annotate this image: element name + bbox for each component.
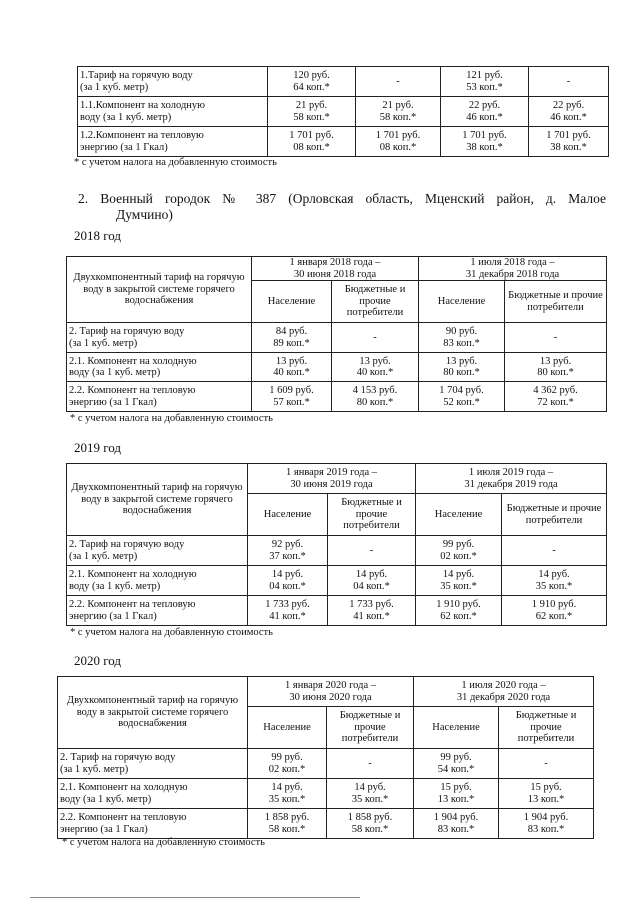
column-header-population: Население bbox=[416, 494, 502, 536]
row-label: 2.1. Компонент на холодную воду (за 1 куб. метр) bbox=[67, 566, 248, 596]
table-header-row bbox=[58, 677, 594, 707]
price-cell: 14 руб. 35 коп.* bbox=[327, 779, 414, 809]
price-cell: 1 733 руб. 41 коп.* bbox=[248, 596, 328, 626]
column-header-budget: Бюджетные и прочие потребители bbox=[332, 281, 419, 323]
row-label: 2. Тариф на горячую воду (за 1 куб. метр) bbox=[58, 749, 248, 779]
column-header-population: Население bbox=[248, 494, 328, 536]
column-header-main: Двухкомпонентный тариф на горячую воду в закрытой системе горячего водоснабжения bbox=[67, 257, 252, 323]
vat-footnote: * с учетом налога на добавленную стоимость bbox=[74, 157, 277, 168]
section-heading bbox=[78, 191, 606, 222]
year-heading-2020: 2020 год bbox=[74, 653, 121, 668]
price-cell: 1 910 руб. 62 коп.* bbox=[416, 596, 502, 626]
column-header-period1: 1 января 2019 года – 30 июня 2019 года bbox=[248, 464, 416, 494]
column-header-period1: 1 января 2018 года – 30 июня 2018 года bbox=[252, 257, 419, 281]
price-cell: 1 733 руб. 41 коп.* bbox=[328, 596, 416, 626]
price-cell: 121 руб. 53 коп.* bbox=[441, 67, 529, 97]
row-label: 2. Тариф на горячую воду (за 1 куб. метр) bbox=[67, 536, 248, 566]
tariff-table-top bbox=[77, 66, 609, 157]
column-header-budget: Бюджетные и прочие потребители bbox=[499, 707, 594, 749]
price-cell: 99 руб. 54 коп.* bbox=[414, 749, 499, 779]
price-cell: - bbox=[328, 536, 416, 566]
row-label: 1.Тариф на горячую воду (за 1 куб. метр) bbox=[78, 67, 268, 97]
section-heading-line2: Думчино) bbox=[116, 206, 173, 222]
price-cell: 13 руб. 40 коп.* bbox=[332, 353, 419, 382]
table-row bbox=[67, 596, 607, 626]
price-cell: 1 910 руб. 62 коп.* bbox=[502, 596, 607, 626]
row-label: 2. Тариф на горячую воду (за 1 куб. метр) bbox=[67, 323, 252, 353]
column-header-budget: Бюджетные и прочие потребители bbox=[327, 707, 414, 749]
price-cell: 15 руб. 13 коп.* bbox=[499, 779, 594, 809]
table-row bbox=[67, 566, 607, 596]
price-cell: 13 руб. 80 коп.* bbox=[419, 353, 505, 382]
price-cell: 22 руб. 46 коп.* bbox=[441, 97, 529, 127]
price-cell: - bbox=[327, 749, 414, 779]
price-cell: 120 руб. 64 коп.* bbox=[268, 67, 356, 97]
price-cell: 90 руб. 83 коп.* bbox=[419, 323, 505, 353]
table-row bbox=[58, 749, 594, 779]
price-cell: - bbox=[529, 67, 609, 97]
tariff-table-2020 bbox=[57, 676, 594, 839]
vat-footnote: * с учетом налога на добавленную стоимость bbox=[70, 627, 273, 638]
price-cell: 1 701 руб. 08 коп.* bbox=[356, 127, 441, 157]
row-label: 2.2. Компонент на тепловую энергию (за 1 Гкал) bbox=[58, 809, 248, 839]
column-header-main: Двухкомпонентный тариф на горячую воду в закрытой системе горячего водоснабжения bbox=[67, 464, 248, 536]
table-header-row bbox=[67, 257, 607, 281]
price-cell: 21 руб. 58 коп.* bbox=[268, 97, 356, 127]
price-cell: 84 руб. 89 коп.* bbox=[252, 323, 332, 353]
price-cell: 22 руб. 46 коп.* bbox=[529, 97, 609, 127]
price-cell: 92 руб. 37 коп.* bbox=[248, 536, 328, 566]
table-row bbox=[67, 353, 607, 382]
column-header-budget: Бюджетные и прочие потребители bbox=[505, 281, 607, 323]
price-cell: 1 858 руб. 58 коп.* bbox=[248, 809, 327, 839]
price-cell: - bbox=[502, 536, 607, 566]
table-row bbox=[58, 809, 594, 839]
table-row bbox=[78, 127, 609, 157]
price-cell: - bbox=[332, 323, 419, 353]
section-heading-line1: 2. Военный городок № 387 (Орловская область, Мценский район, д. Малое bbox=[78, 191, 606, 206]
price-cell: 13 руб. 40 коп.* bbox=[252, 353, 332, 382]
row-label: 2.1. Компонент на холодную воду (за 1 куб. метр) bbox=[67, 353, 252, 382]
column-header-budget: Бюджетные и прочие потребители bbox=[328, 494, 416, 536]
price-cell: 4 153 руб. 80 коп.* bbox=[332, 382, 419, 412]
table-row bbox=[78, 67, 609, 97]
price-cell: 14 руб. 04 коп.* bbox=[328, 566, 416, 596]
table-header-row bbox=[67, 464, 607, 494]
column-header-population: Население bbox=[252, 281, 332, 323]
page-bottom-rule bbox=[30, 897, 360, 898]
column-header-population: Население bbox=[414, 707, 499, 749]
column-header-period2: 1 июля 2019 года – 31 декабря 2019 года bbox=[416, 464, 607, 494]
tariff-table-2018 bbox=[66, 256, 607, 412]
table-row bbox=[67, 536, 607, 566]
column-header-main: Двухкомпонентный тариф на горячую воду в закрытой системе горячего водоснабжения bbox=[58, 677, 248, 749]
table-row bbox=[67, 323, 607, 353]
price-cell: 14 руб. 35 коп.* bbox=[502, 566, 607, 596]
vat-footnote: * с учетом налога на добавленную стоимость bbox=[62, 837, 265, 848]
vat-footnote: * с учетом налога на добавленную стоимость bbox=[70, 413, 273, 424]
price-cell: - bbox=[505, 323, 607, 353]
price-cell: - bbox=[356, 67, 441, 97]
price-cell: 1 704 руб. 52 коп.* bbox=[419, 382, 505, 412]
table-row bbox=[78, 97, 609, 127]
column-header-budget: Бюджетные и прочие потребители bbox=[502, 494, 607, 536]
price-cell: 1 701 руб. 08 коп.* bbox=[268, 127, 356, 157]
price-cell: 99 руб. 02 коп.* bbox=[248, 749, 327, 779]
column-header-population: Население bbox=[419, 281, 505, 323]
price-cell: 14 руб. 35 коп.* bbox=[416, 566, 502, 596]
tariff-table-2019 bbox=[66, 463, 607, 626]
table-row bbox=[67, 382, 607, 412]
price-cell: - bbox=[499, 749, 594, 779]
column-header-period2: 1 июля 2020 года – 31 декабря 2020 года bbox=[414, 677, 594, 707]
price-cell: 1 701 руб. 38 коп.* bbox=[441, 127, 529, 157]
price-cell: 15 руб. 13 коп.* bbox=[414, 779, 499, 809]
price-cell: 14 руб. 04 коп.* bbox=[248, 566, 328, 596]
price-cell: 1 904 руб. 83 коп.* bbox=[414, 809, 499, 839]
table-row bbox=[58, 779, 594, 809]
price-cell: 1 609 руб. 57 коп.* bbox=[252, 382, 332, 412]
row-label: 1.1.Компонент на холодную воду (за 1 куб. метр) bbox=[78, 97, 268, 127]
column-header-population: Население bbox=[248, 707, 327, 749]
row-label: 2.1. Компонент на холодную воду (за 1 куб. метр) bbox=[58, 779, 248, 809]
row-label: 2.2. Компонент на тепловую энергию (за 1 Гкал) bbox=[67, 596, 248, 626]
price-cell: 14 руб. 35 коп.* bbox=[248, 779, 327, 809]
row-label: 1.2.Компонент на тепловую энергию (за 1 Гкал) bbox=[78, 127, 268, 157]
price-cell: 4 362 руб. 72 коп.* bbox=[505, 382, 607, 412]
column-header-period2: 1 июля 2018 года – 31 декабря 2018 года bbox=[419, 257, 607, 281]
price-cell: 13 руб. 80 коп.* bbox=[505, 353, 607, 382]
price-cell: 1 701 руб. 38 коп.* bbox=[529, 127, 609, 157]
price-cell: 21 руб. 58 коп.* bbox=[356, 97, 441, 127]
year-heading-2018: 2018 год bbox=[74, 228, 121, 243]
column-header-period1: 1 января 2020 года – 30 июня 2020 года bbox=[248, 677, 414, 707]
price-cell: 1 904 руб. 83 коп.* bbox=[499, 809, 594, 839]
row-label: 2.2. Компонент на тепловую энергию (за 1 Гкал) bbox=[67, 382, 252, 412]
year-heading-2019: 2019 год bbox=[74, 440, 121, 455]
price-cell: 1 858 руб. 58 коп.* bbox=[327, 809, 414, 839]
price-cell: 99 руб. 02 коп.* bbox=[416, 536, 502, 566]
